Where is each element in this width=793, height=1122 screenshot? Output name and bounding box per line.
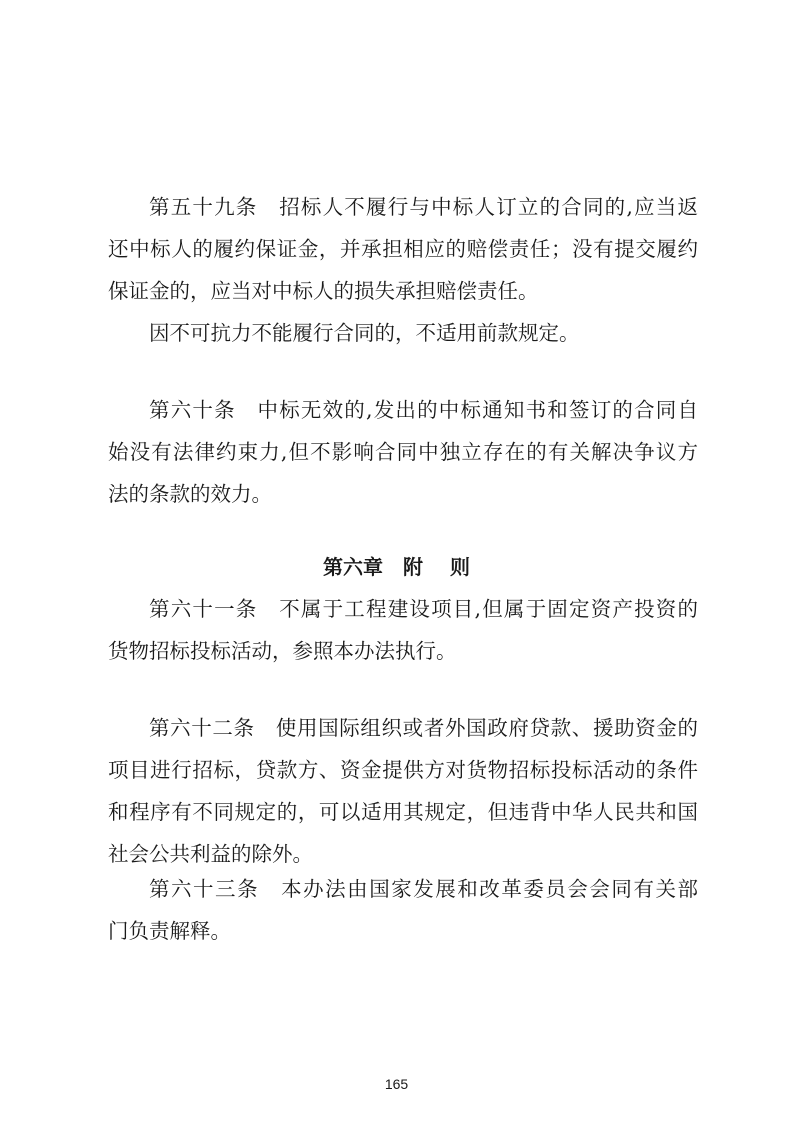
chapter-heading: 第六章 附 则 bbox=[323, 555, 470, 579]
article-62-line-1: 第六十二条 使用国际组织或者外国政府贷款、援助资金的 bbox=[149, 716, 698, 740]
article-61-line-2: 货物招标投标活动，参照本办法执行。 bbox=[108, 639, 457, 663]
article-63-line-2: 门负责解释。 bbox=[108, 919, 231, 943]
article-59-line-2: 还中标人的履约保证金，并承担相应的赔偿责任；没有提交履约 bbox=[108, 237, 698, 261]
article-62-line-3: 和程序有不同规定的，可以适用其规定，但违背中华人民共和国 bbox=[108, 800, 698, 824]
article-59-paragraph-2: 因不可抗力不能履行合同的，不适用前款规定。 bbox=[149, 321, 580, 345]
article-59-line-3: 保证金的，应当对中标人的损失承担赔偿责任。 bbox=[108, 279, 539, 303]
article-60-line-1: 第六十条 中标无效的,发出的中标通知书和签订的合同自 bbox=[149, 398, 698, 422]
page-number: 165 bbox=[384, 1076, 409, 1092]
article-63-line-1: 第六十三条 本办法由国家发展和改革委员会会同有关部 bbox=[149, 877, 698, 901]
article-59-line-1: 第五十九条 招标人不履行与中标人订立的合同的,应当返 bbox=[149, 195, 698, 219]
article-62-line-4: 社会公共利益的除外。 bbox=[108, 842, 313, 866]
article-61-line-1: 第六十一条 不属于工程建设项目,但属于固定资产投资的 bbox=[149, 597, 698, 621]
article-62-line-2: 项目进行招标，贷款方、资金提供方对货物招标投标活动的条件 bbox=[108, 758, 698, 782]
article-60-line-2: 始没有法律约束力,但不影响合同中独立存在的有关解决争议方 bbox=[108, 440, 698, 464]
article-60-line-3: 法的条款的效力。 bbox=[108, 482, 272, 506]
